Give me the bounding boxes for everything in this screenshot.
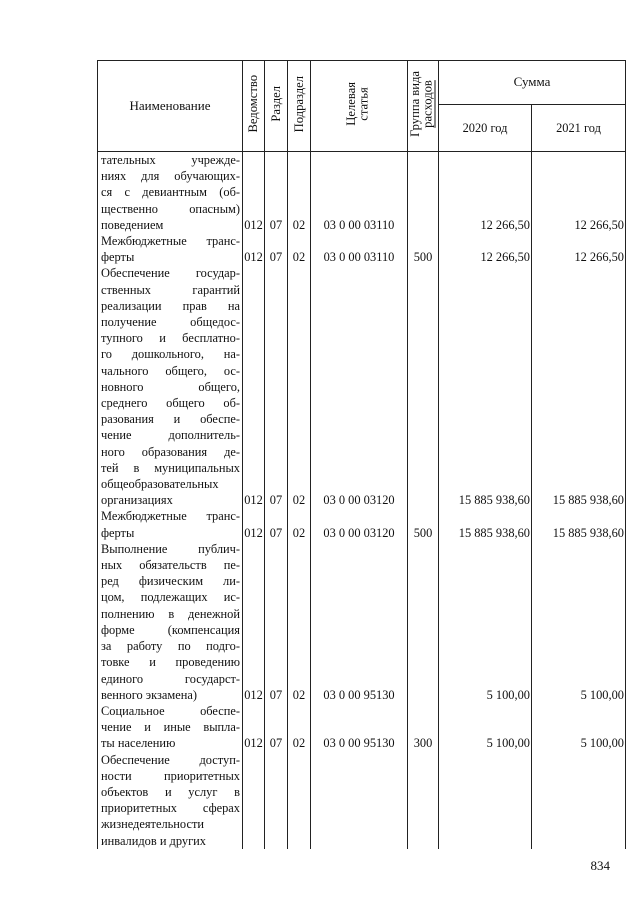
row-celevaya-statya: 03 0 00 03110 xyxy=(311,152,408,234)
row-podrazdel: 02 xyxy=(288,233,311,265)
row-gruppa-vida xyxy=(408,152,439,234)
table-row xyxy=(98,508,626,540)
header-celevaya-line2: статья xyxy=(356,87,371,121)
row-name-line: Межбюджетные транс- xyxy=(101,234,240,249)
row-sum-2020: 15 885 938,60 xyxy=(439,265,532,508)
header-year-2021: 2021 год xyxy=(532,105,626,152)
row-celevaya-statya: 03 0 00 03120 xyxy=(311,265,408,508)
row-name-line: чение дополнитель- xyxy=(101,428,240,443)
row-gruppa-vida xyxy=(408,541,439,703)
header-vedomstvo xyxy=(243,61,265,152)
row-celevaya-statya: 03 0 00 95130 xyxy=(311,541,408,703)
row-name-line: реализации прав на xyxy=(101,298,240,313)
row-name-line: го дошкольного, на- xyxy=(101,347,240,362)
row-sum-2020: 12 266,50 xyxy=(439,152,532,234)
row-name-line: Обеспечение доступ- xyxy=(101,752,240,767)
row-vedomstvo: 012 xyxy=(243,703,265,752)
row-name xyxy=(98,265,243,508)
row-gruppa-vida xyxy=(408,265,439,508)
row-podrazdel: 02 xyxy=(288,541,311,703)
row-vedomstvo: 012 xyxy=(243,265,265,508)
row-sum-2021: 15 885 938,60 xyxy=(532,508,626,540)
row-celevaya-statya: 03 0 00 95130 xyxy=(311,703,408,752)
row-vedomstvo: 012 xyxy=(243,152,265,234)
row-celevaya-statya xyxy=(311,752,408,849)
row-name-line: ты населению xyxy=(101,736,176,751)
row-name-line: разования и обеспе- xyxy=(101,412,240,427)
row-sum-2020: 5 100,00 xyxy=(439,703,532,752)
row-name-line: единого государст- xyxy=(101,671,240,686)
row-name xyxy=(98,541,243,703)
row-name-line: ных обязательств пе- xyxy=(101,558,240,573)
row-razdel: 07 xyxy=(265,508,288,540)
row-name-line: товке и проведению xyxy=(101,655,240,670)
row-sum-2021 xyxy=(532,752,626,849)
row-name-line: ниях для обучающих- xyxy=(101,169,240,184)
row-razdel: 07 xyxy=(265,152,288,234)
row-name xyxy=(98,152,243,234)
row-razdel xyxy=(265,752,288,849)
row-name-line: ного образования де- xyxy=(101,444,240,459)
table-body xyxy=(98,152,626,849)
row-name-line: форме (компенсация xyxy=(101,622,240,637)
table-row xyxy=(98,265,626,508)
row-sum-2020: 15 885 938,60 xyxy=(439,508,532,540)
header-gruppa-line2: расходов xyxy=(420,80,435,128)
budget-table xyxy=(97,60,626,849)
row-name-line: объектов и услуг в xyxy=(101,784,240,799)
row-sum-2021: 5 100,00 xyxy=(532,541,626,703)
row-name-line: ферты xyxy=(101,525,135,540)
row-name-line: поведением xyxy=(101,217,164,232)
row-podrazdel: 02 xyxy=(288,703,311,752)
row-name-line: чение и иные выпла- xyxy=(101,720,240,735)
page-number: 834 xyxy=(590,858,610,873)
row-vedomstvo: 012 xyxy=(243,541,265,703)
row-name-line: ности приоритетных xyxy=(101,768,240,783)
header-celevaya-line1: Целевая xyxy=(344,82,358,126)
row-name-line: Выполнение публич- xyxy=(101,541,240,556)
row-vedomstvo: 012 xyxy=(243,508,265,540)
row-podrazdel xyxy=(288,752,311,849)
row-name-line: инвалидов и других xyxy=(101,833,206,848)
row-sum-2020: 12 266,50 xyxy=(439,233,532,265)
row-sum-2020 xyxy=(439,752,532,849)
row-vedomstvo: 012 xyxy=(243,233,265,265)
row-celevaya-statya: 03 0 00 03110 xyxy=(311,233,408,265)
row-sum-2021: 15 885 938,60 xyxy=(532,265,626,508)
row-name-line: цом, подлежащих ис- xyxy=(101,590,240,605)
row-name xyxy=(98,233,243,265)
row-gruppa-vida: 500 xyxy=(408,233,439,265)
table-row xyxy=(98,152,626,234)
row-podrazdel: 02 xyxy=(288,265,311,508)
row-gruppa-vida: 500 xyxy=(408,508,439,540)
row-name xyxy=(98,752,243,849)
row-razdel: 07 xyxy=(265,703,288,752)
row-sum-2021: 12 266,50 xyxy=(532,233,626,265)
row-name-line: Социальное обеспе- xyxy=(101,703,240,718)
row-name-line: Обеспечение государ- xyxy=(101,266,240,281)
table-header xyxy=(98,61,626,152)
row-gruppa-vida xyxy=(408,752,439,849)
header-gruppa-vida xyxy=(408,61,439,152)
row-razdel: 07 xyxy=(265,233,288,265)
row-name-line: Межбюджетные транс- xyxy=(101,509,240,524)
row-name-line: за работу по подго- xyxy=(101,639,240,654)
row-name-line: полнению в денежной xyxy=(101,606,240,621)
row-gruppa-vida: 300 xyxy=(408,703,439,752)
row-sum-2021: 5 100,00 xyxy=(532,703,626,752)
table-row xyxy=(98,233,626,265)
header-vedomstvo-label: Ведомство xyxy=(246,75,260,133)
row-sum-2020: 5 100,00 xyxy=(439,541,532,703)
row-name-line: получение общедос- xyxy=(101,315,240,330)
row-name-line: ред физическим ли- xyxy=(101,574,240,589)
header-razdel xyxy=(265,61,288,152)
header-celevaya-label xyxy=(345,82,373,126)
table-row xyxy=(98,541,626,703)
row-name-line: тей в муниципальных xyxy=(101,460,240,475)
row-razdel: 07 xyxy=(265,265,288,508)
row-name-line: тупного и бесплатно- xyxy=(101,331,240,346)
row-name-line: чального общего, ос- xyxy=(101,363,240,378)
header-celevaya-statya xyxy=(311,61,408,152)
row-name-line: новного общего, xyxy=(101,379,240,394)
row-podrazdel: 02 xyxy=(288,152,311,234)
header-year-2020: 2020 год xyxy=(439,105,532,152)
row-name-line: среднего общего об- xyxy=(101,396,240,411)
row-name-line: венного экзамена) xyxy=(101,687,197,702)
table-row xyxy=(98,752,626,849)
row-name-line: тательных учрежде- xyxy=(101,153,240,167)
row-sum-2021: 12 266,50 xyxy=(532,152,626,234)
row-name xyxy=(98,508,243,540)
row-name-line: жизнедеятельности xyxy=(101,817,204,832)
row-name-line: ственных гарантий xyxy=(101,282,240,297)
row-name-line: щественно опасным) xyxy=(101,201,240,216)
header-razdel-label: Раздел xyxy=(268,86,283,122)
header-podrazdel-label: Подраздел xyxy=(291,75,306,133)
row-name-line: приоритетных сферах xyxy=(101,801,240,816)
row-razdel: 07 xyxy=(265,541,288,703)
budget-table-sheet xyxy=(97,60,626,849)
row-celevaya-statya: 03 0 00 03120 xyxy=(311,508,408,540)
row-name-line: организациях xyxy=(101,493,173,508)
header-gruppa-label xyxy=(409,71,437,137)
row-podrazdel: 02 xyxy=(288,508,311,540)
row-name-line: общеобразовательных xyxy=(101,477,219,492)
header-gruppa-line1: Группа вида xyxy=(408,70,422,137)
header-summa: Сумма xyxy=(439,61,626,105)
header-podrazdel xyxy=(288,61,311,152)
table-row xyxy=(98,703,626,752)
row-name-line: ся с девиантным (об- xyxy=(101,185,240,200)
row-name xyxy=(98,703,243,752)
header-name: Наименование xyxy=(98,61,243,152)
row-name-line: ферты xyxy=(101,250,135,265)
row-vedomstvo xyxy=(243,752,265,849)
